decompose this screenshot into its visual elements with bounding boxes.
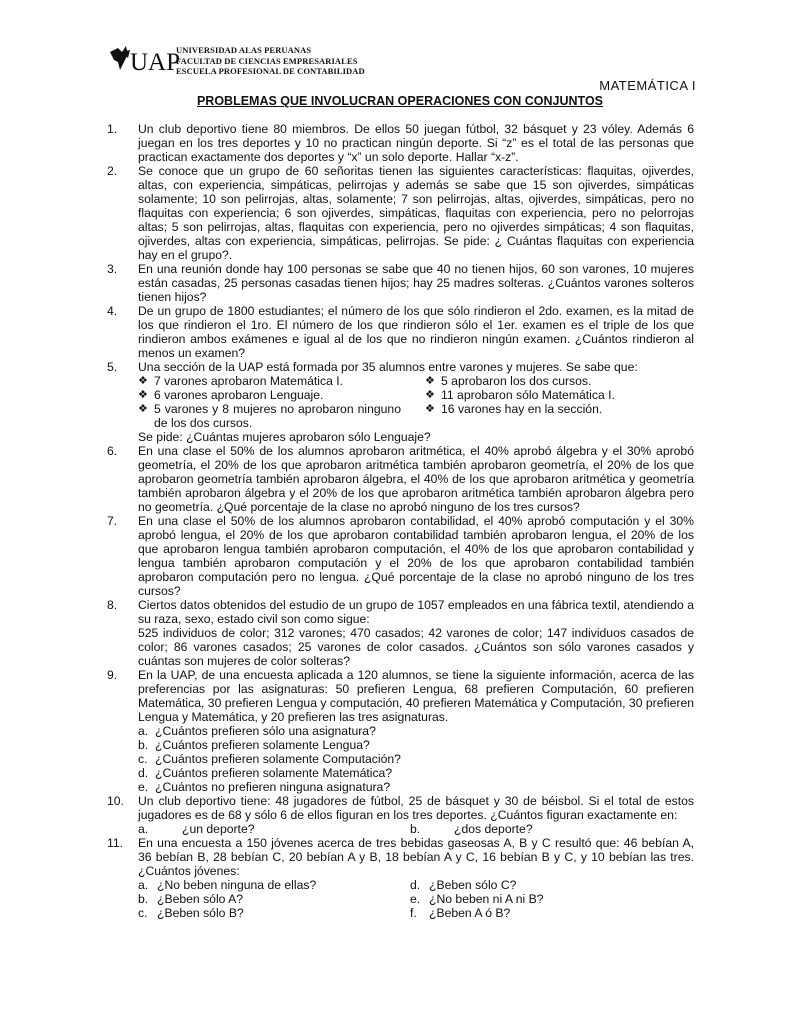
logo-text: UAP <box>130 49 181 76</box>
school-name: ESCUELA PROFESIONAL DE CONTABILIDAD <box>176 66 365 76</box>
question-item: e. ¿No beben ni A ni B? <box>410 892 544 906</box>
problem-10 <box>107 794 694 836</box>
problem-text: Ciertos datos obtenidos del estudio de un grupo de 1057 empleados en una fábrica textil, atendiendo a su raza, sexo, estado civil son como sigue: <box>138 598 694 626</box>
problem-text: Una sección de la UAP está formada por 35 alumnos entre varones y mujeres. Se sabe que: <box>138 360 638 374</box>
question-item: a. ¿un deporte? <box>138 822 255 836</box>
problem-3 <box>107 262 694 304</box>
question-item: d. ¿Cuántos prefieren solamente Matemática? <box>138 766 393 780</box>
diamond-bullet-icon: ❖ <box>425 403 435 415</box>
condition-item: ❖ 5 aprobaron los dos cursos. <box>425 374 592 388</box>
condition-item: ❖ 6 varones aprobaron Lenguaje. <box>138 388 324 402</box>
question-item: b. ¿Cuántos prefieren solamente Lengua? <box>138 738 370 752</box>
problem-5 <box>107 360 694 444</box>
condition-list <box>138 374 694 430</box>
diamond-bullet-icon: ❖ <box>138 403 148 415</box>
problem-text: En la UAP, de una encuesta aplicada a 120 alumnos, se tiene la siguiente información, acerca de las preferencias por las asignaturas: 50 prefieren Lengua, 68 prefieren Computación, 60 prefieren Matemática, 30 prefieren Lengua y computación, 40 prefieren Matemática y Computación, 30 prefieren Lengua y Matemática, y 20 prefieren las tres asignaturas. <box>138 668 694 724</box>
condition-item: ❖ 5 varones y 8 mujeres no aprobaron ninguno de los dos cursos. <box>138 402 401 430</box>
institution-block <box>176 45 365 77</box>
problem-1 <box>107 122 694 164</box>
problem-text: En una reunión donde hay 100 personas se sabe que 40 no tienen hijos, 60 son varones, 10 mujeres están casadas, 25 personas casadas tienen hijos; hay 25 madres solteras. ¿Cuántos varones solteros tienen hijos? <box>138 262 694 304</box>
problem-number: 6. <box>107 444 118 458</box>
diamond-bullet-icon: ❖ <box>425 375 435 387</box>
question-item: c. ¿Cuántos prefieren solamente Computación? <box>138 752 401 766</box>
question-item: a. ¿Cuántos prefieren sólo una asignatura? <box>138 724 376 738</box>
problem-8 <box>107 598 694 668</box>
problem-number: 5. <box>107 360 118 374</box>
problem-text: Se conoce que un grupo de 60 señoritas tienen las siguientes características: flaquitas, ojiverdes, altas, con experiencia, simpáticas, pelirrojas y además se sabe que 15 son ojiverdes, simpáticas solamente; 10 son pelirrojas, altas, solamente; 7 son pelirrojas, altas, ojiverdes, simpáticas, pero no flaquitas con experiencia; 6 son ojiverdes, simpáticas, flaquitas con experiencia, pero no pelorrojas altas; 5 son pelirrojas, altas, flaquitas con experiencia, pero no ojiverdes simpáticas; 4 son flaquitas, ojiverdes, altas con experiencia, simpáticas, pelirrojas. Se pide: ¿ Cuántas flaquitas con experiencia hay en el grupo?. <box>138 164 694 262</box>
question-item: a. ¿No beben ninguna de ellas? <box>138 878 317 892</box>
question-item: c. ¿Beben sólo B? <box>138 906 244 920</box>
problem-7 <box>107 514 694 598</box>
problem-number: 1. <box>107 122 118 136</box>
question-item: d. ¿Beben sólo C? <box>410 878 517 892</box>
diamond-bullet-icon: ❖ <box>138 375 148 387</box>
problem-question: Se pide: ¿Cuántas mujeres aprobaron sólo Lenguaje? <box>138 430 431 444</box>
condor-logo-icon <box>108 40 181 76</box>
diamond-bullet-icon: ❖ <box>138 389 148 401</box>
diamond-bullet-icon: ❖ <box>425 389 435 401</box>
uap-logo <box>108 40 181 76</box>
problem-6 <box>107 444 694 514</box>
university-name: UNIVERSIDAD ALAS PERUANAS <box>176 45 312 55</box>
question-list <box>138 878 694 920</box>
problem-number: 7. <box>107 514 118 528</box>
question-list <box>138 822 694 836</box>
question-item: f. ¿Beben A ó B? <box>410 906 511 920</box>
problem-list <box>107 122 694 920</box>
question-item: e. ¿Cuántos no prefieren ninguna asignatura? <box>138 780 391 794</box>
problem-number: 3. <box>107 262 118 276</box>
question-item: b. ¿dos deporte? <box>410 822 533 836</box>
problem-text: En una encuesta a 150 jóvenes acerca de tres bebidas gaseosas A, B y C resultó que: 46 bebían A, 36 bebían B, 28 bebían C, 20 bebían A y B, 18 bebían A y C, 16 bebían B y C, y 10 bebían las tres. ¿Cuántos jóvenes: <box>138 836 694 878</box>
problem-text: En una clase el 50% de los alumnos aprobaron aritmética, el 40% aprobó álgebra y el 30% aprobó geometría, el 20% de los que aprobaron aritmética también aprobaron geometría, el 20% de los que aprobaron geometría también aprobaron álgebra, el 40% de los que aprobaron aritmética y geometría también aprobaron álgebra y el 20% de los que aprobaron aritmética también aprobaron álgebra pero no geometría. ¿Qué porcentaje de la clase no aprobó ninguno de los tres cursos? <box>138 444 694 514</box>
problem-text: Un club deportivo tiene: 48 jugadores de fútbol, 25 de básquet y 30 de béisbol. Si el total de estos jugadores es de 68 y sólo 6 de ellos figuran en los tres deportes. ¿Cuántos figuran exactamente en: <box>138 794 694 822</box>
question-item: b. ¿Beben sólo A? <box>138 892 244 906</box>
problem-number: 8. <box>107 598 118 612</box>
problem-number: 2. <box>107 164 118 178</box>
problem-text: Un club deportivo tiene 80 miembros. De ellos 50 juegan fútbol, 32 básquet y 23 vóley. Además 6 juegan en los tres deportes y 10 no practican ningún deporte. Si “z” es el total de las personas que practican exactamente dos deportes y “x” un solo deporte. Hallar “x-z”. <box>138 122 694 164</box>
problem-number: 11. <box>107 836 124 850</box>
course-name: MATEMÁTICA I <box>599 78 696 93</box>
condition-item: ❖ 16 varones hay en la sección. <box>425 402 603 416</box>
faculty-name: FACULTAD DE CIENCIAS EMPRESARIALES <box>176 55 358 66</box>
problem-11 <box>107 836 694 920</box>
question-list <box>138 724 694 794</box>
problem-data: 525 individuos de color; 312 varones; 470 casados; 42 varones de color; 147 individuos casados de color; 86 varones casados; 25 varones de color casados. ¿Cuántos son sólo varones casados y cuántas son mujeres de color solteras? <box>138 626 694 668</box>
problem-2 <box>107 164 694 262</box>
problem-text: De un grupo de 1800 estudiantes; el número de los que sólo rindieron el 2do. examen, es la mitad de los que rindieron el 1ro. El número de los que rindieron sólo el 1er. examen es el triple de los que rindieron ambos exámenes e igual al de los que no rindieron ningún examen. ¿Cuántos rindieron al menos un examen? <box>138 304 694 360</box>
problem-9 <box>107 668 694 794</box>
problem-number: 9. <box>107 668 118 682</box>
problem-number: 10. <box>107 794 124 808</box>
problem-text: En una clase el 50% de los alumnos aprobaron contabilidad, el 40% aprobó computación y el 30% aprobó lengua, el 20% de los que aprobaron contabilidad también aprobaron lengua, el 20% de los que aprobaron lengua también aprobaron computación, el 40% de los que aprobaron contabilidad y lengua también aprobaron computación y el 20% de los que aprobaron contabilidad también aprobaron computación pero no lengua. ¿Qué porcentaje de la clase no aprobó ninguno de los tres cursos? <box>138 514 694 598</box>
problem-number: 4. <box>107 304 118 318</box>
document-title: PROBLEMAS QUE INVOLUCRAN OPERACIONES CON CONJUNTOS <box>196 94 604 108</box>
condition-item: ❖ 11 aprobaron sólo Matemática I. <box>425 388 615 402</box>
condition-item: ❖ 7 varones aprobaron Matemática I. <box>138 374 344 388</box>
problem-4 <box>107 304 694 360</box>
